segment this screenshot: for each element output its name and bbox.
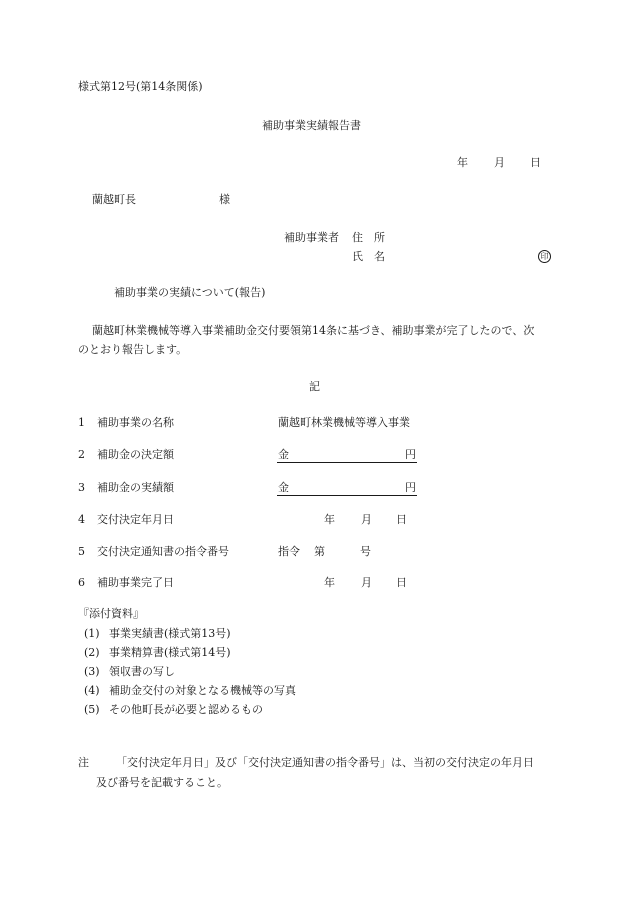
item-label: 補助事業の名称 xyxy=(97,416,174,429)
attachment-number: (4) xyxy=(84,684,100,697)
ki-heading: 記 xyxy=(309,380,320,393)
item-number: 5 xyxy=(78,545,85,558)
attachment-text: 事業精算書(様式第14号) xyxy=(109,646,231,659)
date-year: 年 xyxy=(324,513,335,526)
addressee-name: 蘭越町長 xyxy=(92,193,136,206)
note-label: 注 xyxy=(78,756,89,769)
item-label: 補助事業完了日 xyxy=(97,576,174,589)
item-label: 補助金の決定額 xyxy=(97,448,174,461)
form-number: 様式第12号(第14条関係) xyxy=(78,80,203,93)
note-line-1: 「交付決定年月日」及び「交付決定通知書の指令番号」は、当初の交付決定の年月日 xyxy=(116,756,534,769)
amount-underline xyxy=(277,495,417,496)
addressee-honorific: 様 xyxy=(219,193,230,206)
attachment-number: (2) xyxy=(84,646,100,659)
shirei-label: 指令 xyxy=(278,545,300,558)
body-line-1: 蘭越町林業機械等導入事業補助金交付要領第14条に基づき、補助事業が完了したので、次 xyxy=(92,324,535,337)
attachment-number: (1) xyxy=(84,627,100,640)
date-day: 日 xyxy=(396,576,407,589)
amount-prefix: 金 xyxy=(278,448,289,461)
item-label: 交付決定通知書の指令番号 xyxy=(97,545,229,558)
date-day: 日 xyxy=(530,156,541,169)
date-day: 日 xyxy=(396,513,407,526)
name-label: 氏 名 xyxy=(352,250,385,263)
date-year: 年 xyxy=(457,156,468,169)
attachment-text: 領収書の写し xyxy=(109,665,175,678)
attachment-text: 事業実績書(様式第13号) xyxy=(109,627,231,640)
subject: 補助事業の実績について(報告) xyxy=(114,286,266,299)
amount-prefix: 金 xyxy=(278,481,289,494)
applicant-label: 補助事業者 xyxy=(284,231,339,244)
date-year: 年 xyxy=(324,576,335,589)
item-value: 蘭越町林業機械等導入事業 xyxy=(278,416,410,429)
item-number: 6 xyxy=(78,576,85,589)
body-line-2: のとおり報告します。 xyxy=(78,343,188,356)
item-number: 2 xyxy=(78,448,85,461)
attachment-text: その他町長が必要と認めるもの xyxy=(109,703,263,716)
go-label: 号 xyxy=(360,545,371,558)
item-label: 交付決定年月日 xyxy=(97,513,174,526)
dai-label: 第 xyxy=(314,545,325,558)
attachment-number: (3) xyxy=(84,665,100,678)
attachment-number: (5) xyxy=(84,703,100,716)
item-number: 1 xyxy=(78,416,85,429)
address-label: 住 所 xyxy=(352,231,385,244)
seal-mark: 印 xyxy=(538,250,551,263)
item-number: 4 xyxy=(78,513,85,526)
attachments-heading: 『添付資料』 xyxy=(78,607,144,620)
document-title: 補助事業実績報告書 xyxy=(262,119,361,132)
item-label: 補助金の実績額 xyxy=(97,481,174,494)
amount-underline xyxy=(277,462,417,463)
date-month: 月 xyxy=(361,576,372,589)
amount-suffix: 円 xyxy=(405,481,416,494)
attachment-text: 補助金交付の対象となる機械等の写真 xyxy=(109,684,296,697)
date-month: 月 xyxy=(361,513,372,526)
item-number: 3 xyxy=(78,481,85,494)
date-month: 月 xyxy=(494,156,505,169)
amount-suffix: 円 xyxy=(405,448,416,461)
note-line-2: 及び番号を記載すること。 xyxy=(96,776,228,789)
